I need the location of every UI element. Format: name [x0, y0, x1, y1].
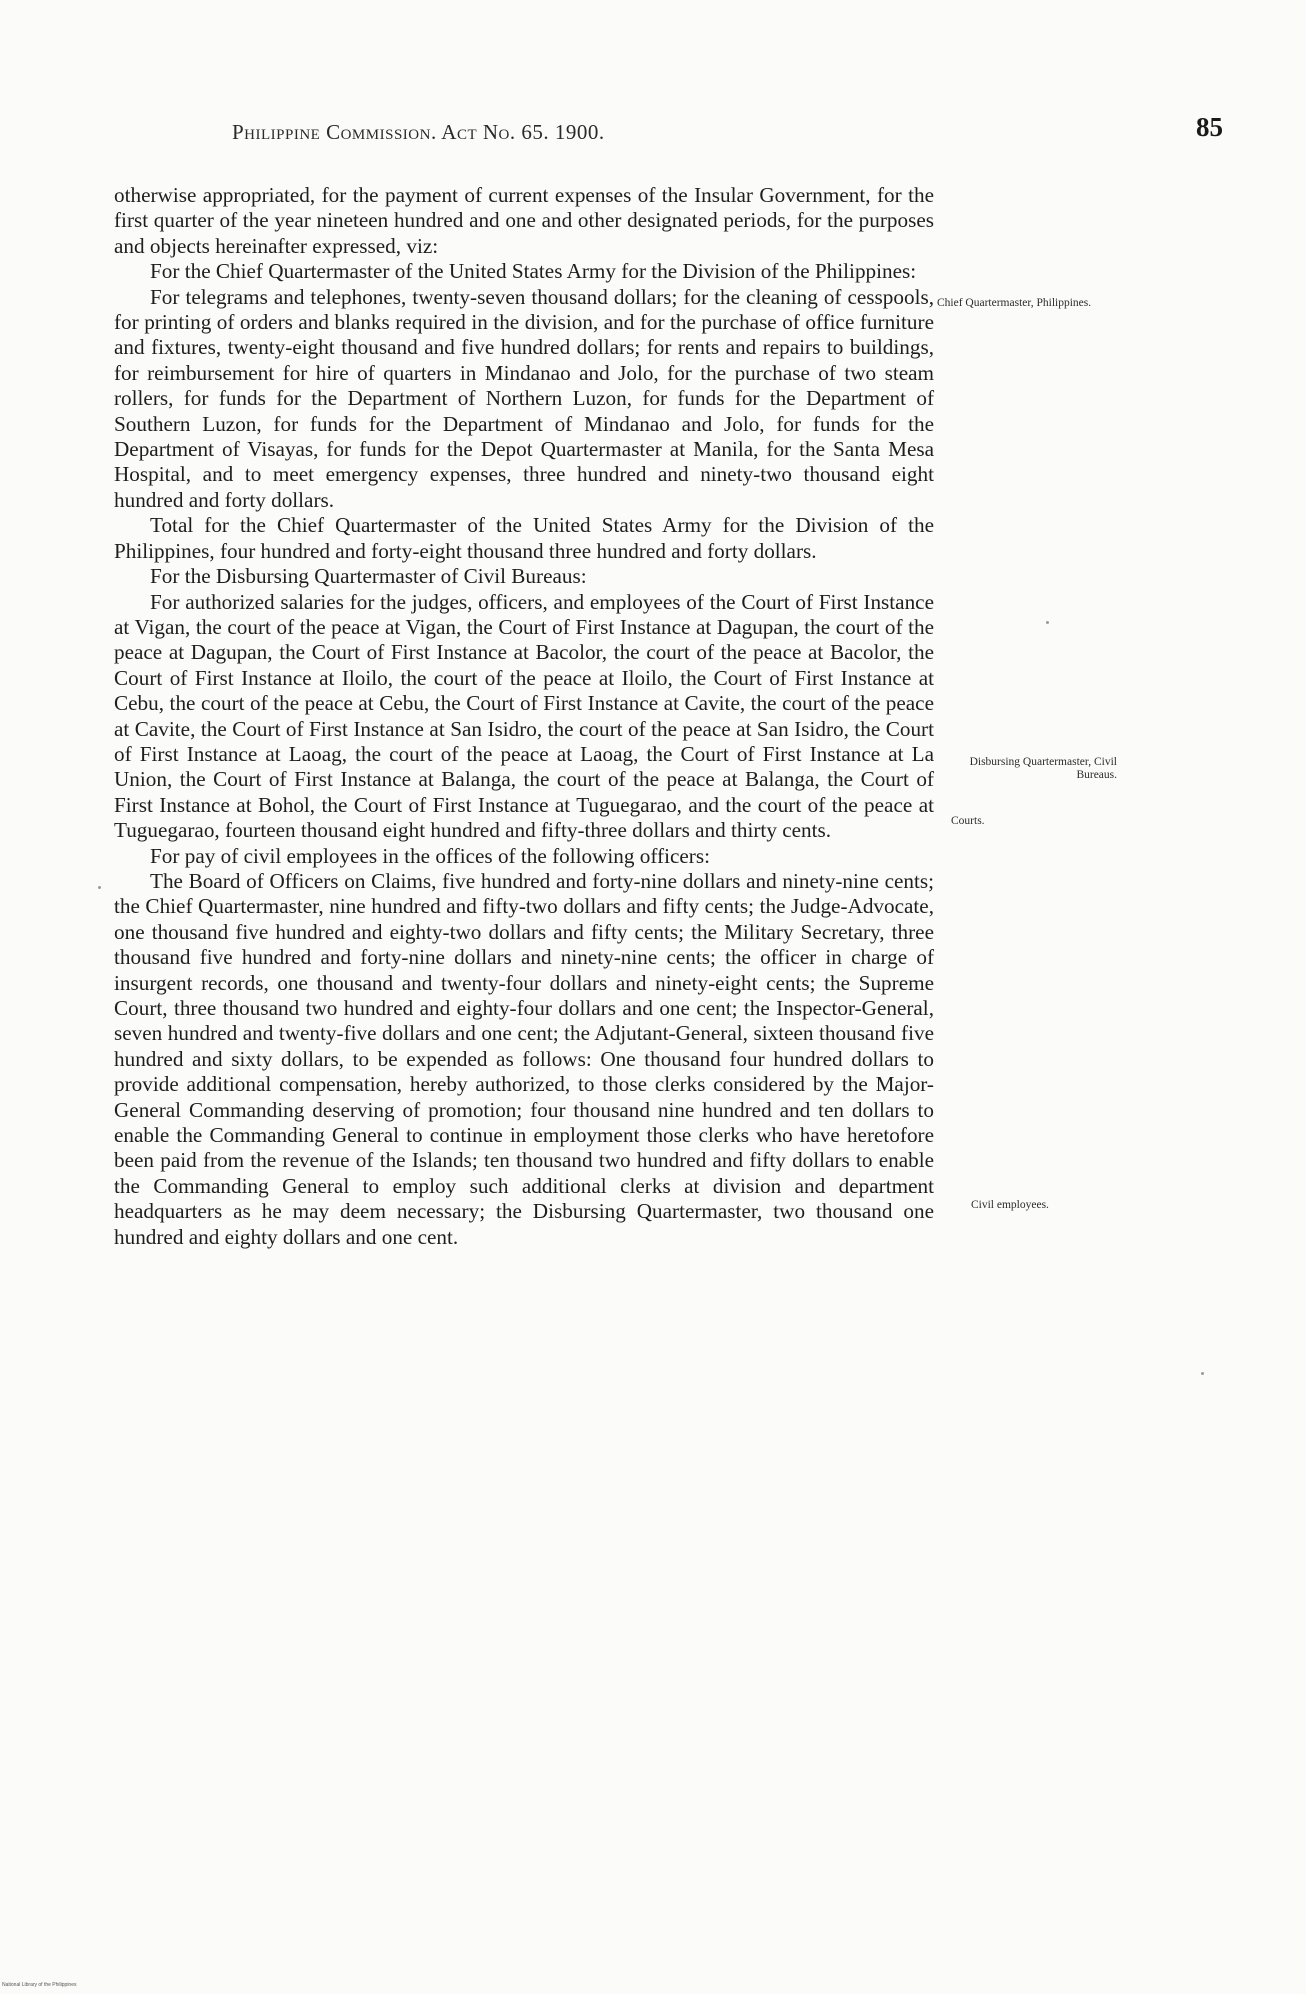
- margin-note-courts: Courts.: [951, 815, 985, 827]
- scan-speck: [98, 886, 101, 889]
- scan-speck: [1046, 621, 1049, 624]
- paragraph-intro: otherwise appropriated, for the payment of current expenses of the Insular Government, for the first quarter of the year nineteen hundred and one and other designated periods, for the purposes and objects hereinafter expressed, viz:: [114, 183, 934, 258]
- paragraph-chief-quartermaster-heading: For the Chief Quartermaster of the United States Army for the Division of the Philippines:: [150, 259, 917, 284]
- paragraph-total-chief-quartermaster: Total for the Chief Quartermaster of the United States Army for the Division of the Philippines, four hundred and forty-eight thousand three hundred and forty dollars.: [114, 513, 934, 563]
- paragraph-courts-salaries: For authorized salaries for the judges, officers, and employees of the Court of First Instance at Vigan, the court of the peace at Vigan, the Court of First Instance at Dagupan, the court of the peace at Dagupan, the Court of First Instance at Bacolor, the court of the peace at Bacolor, the Court of First Instance at Iloilo, the court of the peace at Iloilo, the Court of First Instance at Cebu, the court of the peace at Cebu, the Court of First Instance at Cavite, the court of the peace at Cavite, the Court of First Instance at San Isidro, the court of the peace at San Isidro, the Court of First Instance at Laoag, the court of the peace at Laoag, the Court of First Instance at La Union, the Court of First Instance at Balanga, the court of the peace at Balanga, the Court of First Instance at Bohol, the Court of First Instance at Tuguegarao, and the court of the peace at Tuguegarao, fourteen thousand eight hundred and fifty-three dollars and thirty cents.: [114, 589, 934, 843]
- margin-note-disbursing-quartermaster: Disbursing Quartermaster, Civil Bureaus.: [969, 756, 1117, 781]
- footer-credit: National Library of the Philippines: [2, 1982, 77, 1988]
- paragraph-telegrams: For telegrams and telephones, twenty-seven thousand dollars; for the cleaning of cesspools, for printing of orders and blanks required in the division, and for the purchase of office furniture and fixtures, twenty-eight thousand and five hundred dollars; for rents and repairs to buildings, for reimbursement for hire of quarters in Mindanao and Jolo, for the purchase of two steam rollers, for funds for the Department of Northern Luzon, for funds for the Department of Southern Luzon, for funds for the Department of Mindanao and Jolo, for funds for the Department of Visayas, for funds for the Depot Quartermaster at Manila, for the Santa Mesa Hospital, and to meet emergency expenses, three hundred and ninety-two thousand eight hundred and forty dollars.: [114, 284, 934, 512]
- scan-speck: [1201, 1372, 1204, 1375]
- running-head: Philippine Commission. Act No. 65. 1900.: [232, 120, 605, 144]
- paragraph-civil-employees-list: The Board of Officers on Claims, five hundred and forty-nine dollars and ninety-nine cents; the Chief Quartermaster, nine hundred and fifty-two dollars and fifty cents; the Judge-Advocate, one thousand five hundred and eighty-two dollars and fifty cents; the Military Secretary, three thousand five hundred and forty-nine dollars and ninety-nine cents; the officer in charge of insurgent records, one thousand and twenty-four dollars and ninety-eight cents; the Supreme Court, three thousand two hundred and eighty-four dollars and one cent; the Inspector-General, seven hundred and twenty-five dollars and one cent; the Adjutant-General, sixteen thousand five hundred and sixty dollars, to be expended as follows: One thousand four hundred dollars to provide additional compensation, hereby authorized, to those clerks considered by the Major-General Commanding deserving of promotion; four thousand nine hundred and ten dollars to enable the Commanding General to continue in employment those clerks who have heretofore been paid from the revenue of the Islands; ten thousand two hundred and fifty dollars to enable the Commanding General to employ such additional clerks at division and department headquarters as he may deem necessary; the Disbursing Quartermaster, two thousand one hundred and eighty dollars and one cent.: [114, 868, 934, 1249]
- margin-note-chief-quartermaster: Chief Quartermaster, Philippines.: [937, 297, 1092, 309]
- page-number: 85: [1196, 112, 1223, 142]
- paragraph-civil-employees-heading: For pay of civil employees in the offices of the following officers:: [150, 843, 710, 868]
- body-text: [114, 183, 934, 1250]
- paragraph-disbursing-quartermaster-heading: For the Disbursing Quartermaster of Civil Bureaus:: [150, 564, 587, 589]
- margin-note-civil-employees: Civil employees.: [971, 1199, 1049, 1211]
